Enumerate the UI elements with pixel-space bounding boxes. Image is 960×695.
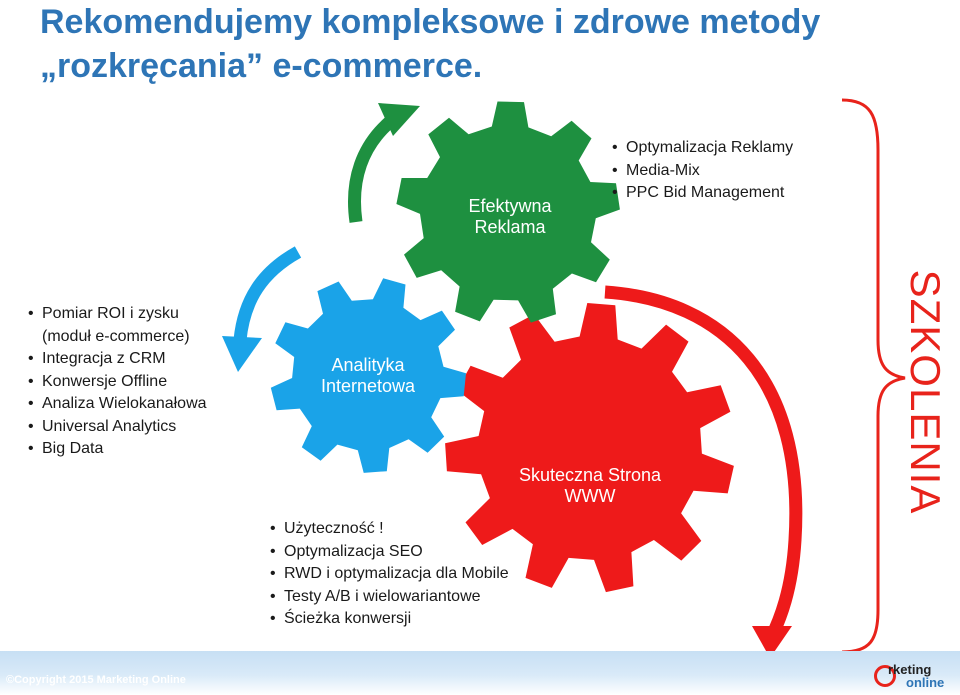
bullet-item: • Użyteczność ! xyxy=(270,518,509,541)
arrow-blue-head xyxy=(222,336,262,372)
bullet-item: • Pomiar ROI i zysku (moduł e-commerce) xyxy=(28,303,207,348)
bullet-item: • Universal Analytics xyxy=(28,416,207,439)
arrow-green xyxy=(355,120,393,222)
side-label-szkolenia: SZKOLENIA xyxy=(902,269,949,515)
footer xyxy=(0,651,960,695)
bullets-strona xyxy=(270,518,509,631)
bullet-item: • Integracja z CRM xyxy=(28,348,207,371)
bullet-item: • PPC Bid Management xyxy=(612,182,793,205)
bullet-item: • Big Data xyxy=(28,438,207,461)
footer-band xyxy=(0,651,960,695)
gear-label-reklama: Efektywna Reklama xyxy=(468,196,552,237)
brace xyxy=(842,100,905,652)
copyright-text: ©Copyright 2015 Marketing Online xyxy=(6,674,186,686)
bullet-item: • Media-Mix xyxy=(612,160,793,183)
bullets-analityka xyxy=(28,303,207,461)
gear-label-strona: Skuteczna Strona WWW xyxy=(518,465,662,506)
bullet-item: • Optymalizacja SEO xyxy=(270,541,509,564)
bullet-item: • Konwersje Offline xyxy=(28,371,207,394)
page-title: Rekomendujemy kompleksowe i zdrowe metody „rozkręcania” e-commerce. xyxy=(40,3,821,85)
gear-label-analityka: Analityka Internetowa xyxy=(320,355,416,396)
logo: rketing online xyxy=(872,659,956,693)
bullets-reklama xyxy=(612,137,793,205)
bullet-item: • Optymalizacja Reklamy xyxy=(612,137,793,160)
bullet-item: • RWD i optymalizacja dla Mobile xyxy=(270,563,509,586)
bullet-item: • Analiza Wielokanałowa xyxy=(28,393,207,416)
bullet-item: • Testy A/B i wielowariantowe xyxy=(270,586,509,609)
bullet-item: • Ścieżka konwersji xyxy=(270,608,509,631)
